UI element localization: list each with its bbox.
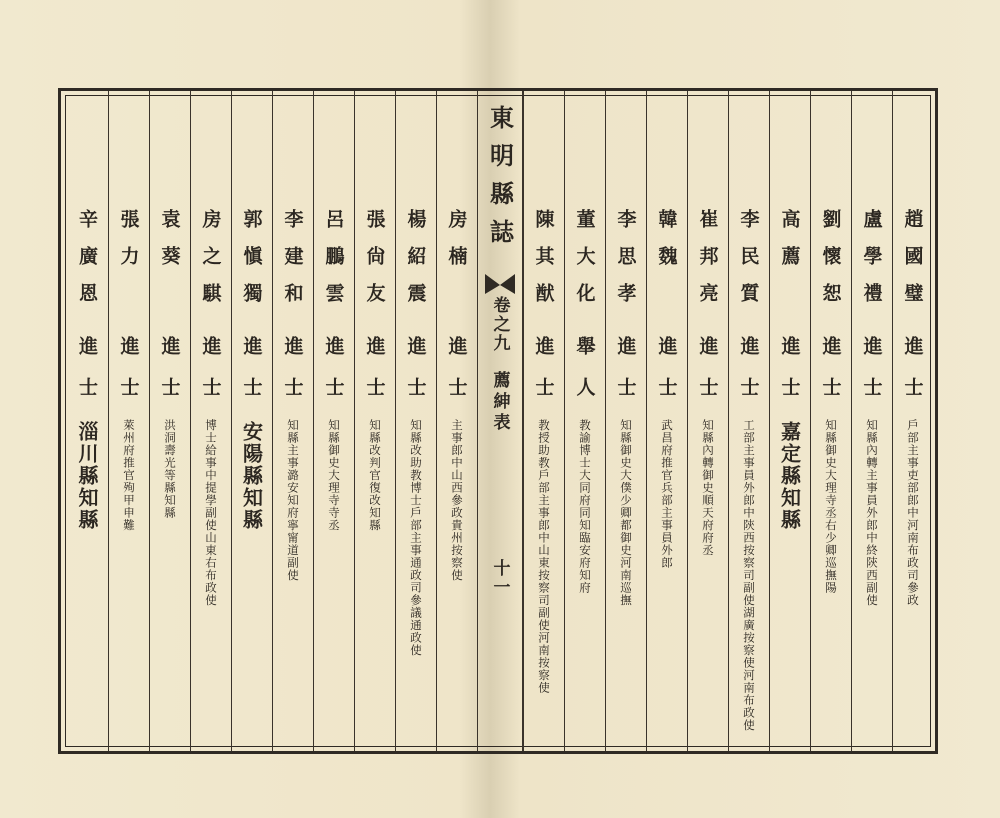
page-number: 十一 (489, 559, 510, 597)
office-record: 戶部主事吏部郎中河南布政司參政 (906, 419, 920, 607)
table-column (523, 91, 564, 751)
degree-label: 進士 (614, 336, 637, 418)
person-name: 陳其猷 (532, 209, 555, 320)
table-column (67, 91, 108, 751)
degree-label: 進士 (240, 336, 263, 418)
office-record: 知縣御史大理寺丞右少卿巡撫陽 (824, 419, 838, 594)
volume-label: 卷之九 (489, 296, 510, 353)
degree-label: 進士 (281, 336, 304, 418)
office-record: 知縣內轉御史順天府府丞 (701, 419, 715, 557)
degree-label: 進士 (778, 336, 801, 418)
table-column (313, 91, 354, 751)
degree-label: 舉人 (573, 336, 596, 418)
table-column (436, 91, 477, 751)
person-name: 張力 (117, 209, 140, 283)
table-column (272, 91, 313, 751)
table-column (892, 91, 933, 751)
person-name: 高薦 (778, 209, 801, 283)
office-record: 博士給事中提學副使山東右布政使 (204, 419, 218, 607)
person-name: 李建和 (281, 209, 304, 320)
degree-label: 進士 (655, 336, 678, 418)
office-record: 知縣改判官復改知縣 (368, 419, 382, 532)
table-column (810, 91, 851, 751)
degree-label: 進士 (860, 336, 883, 418)
person-name: 李思孝 (614, 209, 637, 320)
degree-label: 進士 (819, 336, 842, 418)
table-column (646, 91, 687, 751)
person-name: 呂鵬雲 (322, 209, 345, 320)
office-record: 知縣改助教博士戶部主事通政司參議通政使 (409, 419, 423, 657)
person-name: 李民質 (737, 209, 760, 320)
office-record: 淄川縣知縣 (75, 421, 99, 531)
office-record: 萊州府推官殉甲申難 (122, 419, 136, 532)
person-name: 董大化 (573, 209, 596, 320)
person-name: 袁葵 (158, 209, 181, 283)
person-name: 辛廣恩 (76, 209, 98, 320)
table-column (354, 91, 395, 751)
person-name: 房之騏 (199, 209, 222, 320)
book-title: 東明縣誌 (485, 105, 515, 257)
fish-tail-mark-icon (484, 273, 516, 295)
degree-label: 進士 (737, 336, 760, 418)
person-name: 韓魏 (655, 209, 678, 283)
office-record: 安陽縣知縣 (239, 421, 264, 531)
center-spine (477, 91, 523, 751)
table-column (769, 91, 810, 751)
degree-label: 進士 (117, 336, 140, 418)
table-column (687, 91, 728, 751)
degree-label: 進士 (901, 336, 924, 418)
degree-label: 進士 (696, 336, 719, 418)
office-record: 教諭博士大同府同知臨安府知府 (578, 419, 592, 594)
office-record: 知縣御史大理寺寺丞 (327, 419, 341, 532)
person-name: 張尙友 (363, 209, 386, 320)
chapter-title: 薦紳表 (489, 371, 510, 434)
person-name: 崔邦亮 (696, 209, 719, 320)
person-name: 房楠 (445, 209, 468, 283)
degree-label: 進士 (76, 336, 98, 418)
person-name: 劉懷恕 (819, 209, 842, 320)
table-column (395, 91, 436, 751)
degree-label: 進士 (445, 336, 468, 418)
table-column (231, 91, 272, 751)
office-record: 知縣御史大僕少卿都御史河南巡撫 (619, 419, 633, 607)
table-column (564, 91, 605, 751)
degree-label: 進士 (322, 336, 345, 418)
person-name: 趙國璧 (901, 209, 924, 320)
table-column (190, 91, 231, 751)
table-column (851, 91, 892, 751)
office-record: 主事郎中山西參政貴州按察使 (450, 419, 464, 582)
office-record: 知縣主事潞安知府寧甯道副使 (286, 419, 300, 582)
office-record: 嘉定縣知縣 (777, 421, 802, 531)
person-name: 盧學禮 (860, 209, 883, 320)
degree-label: 進士 (363, 336, 386, 418)
table-column (728, 91, 769, 751)
table-column (108, 91, 149, 751)
person-name: 郭愼獨 (240, 209, 263, 320)
degree-label: 進士 (404, 336, 427, 418)
person-name: 楊紹震 (404, 209, 427, 320)
degree-label: 進士 (199, 336, 222, 418)
table-column (149, 91, 190, 751)
office-record: 知縣內轉主事員外郎中終陝西副使 (865, 419, 879, 607)
degree-label: 進士 (532, 336, 555, 418)
table-frame (58, 88, 938, 754)
office-record: 洪洞壽光等縣知縣 (163, 419, 177, 519)
table-column (605, 91, 646, 751)
office-record: 工部主事員外郎中陝西按察司副使湖廣按察使河南布政使 (742, 419, 756, 732)
degree-label: 進士 (158, 336, 181, 418)
office-record: 教授助教戶部主事郎中山東按察司副使河南按察使 (537, 419, 551, 694)
office-record: 武昌府推官兵部主事員外郎 (660, 419, 674, 569)
